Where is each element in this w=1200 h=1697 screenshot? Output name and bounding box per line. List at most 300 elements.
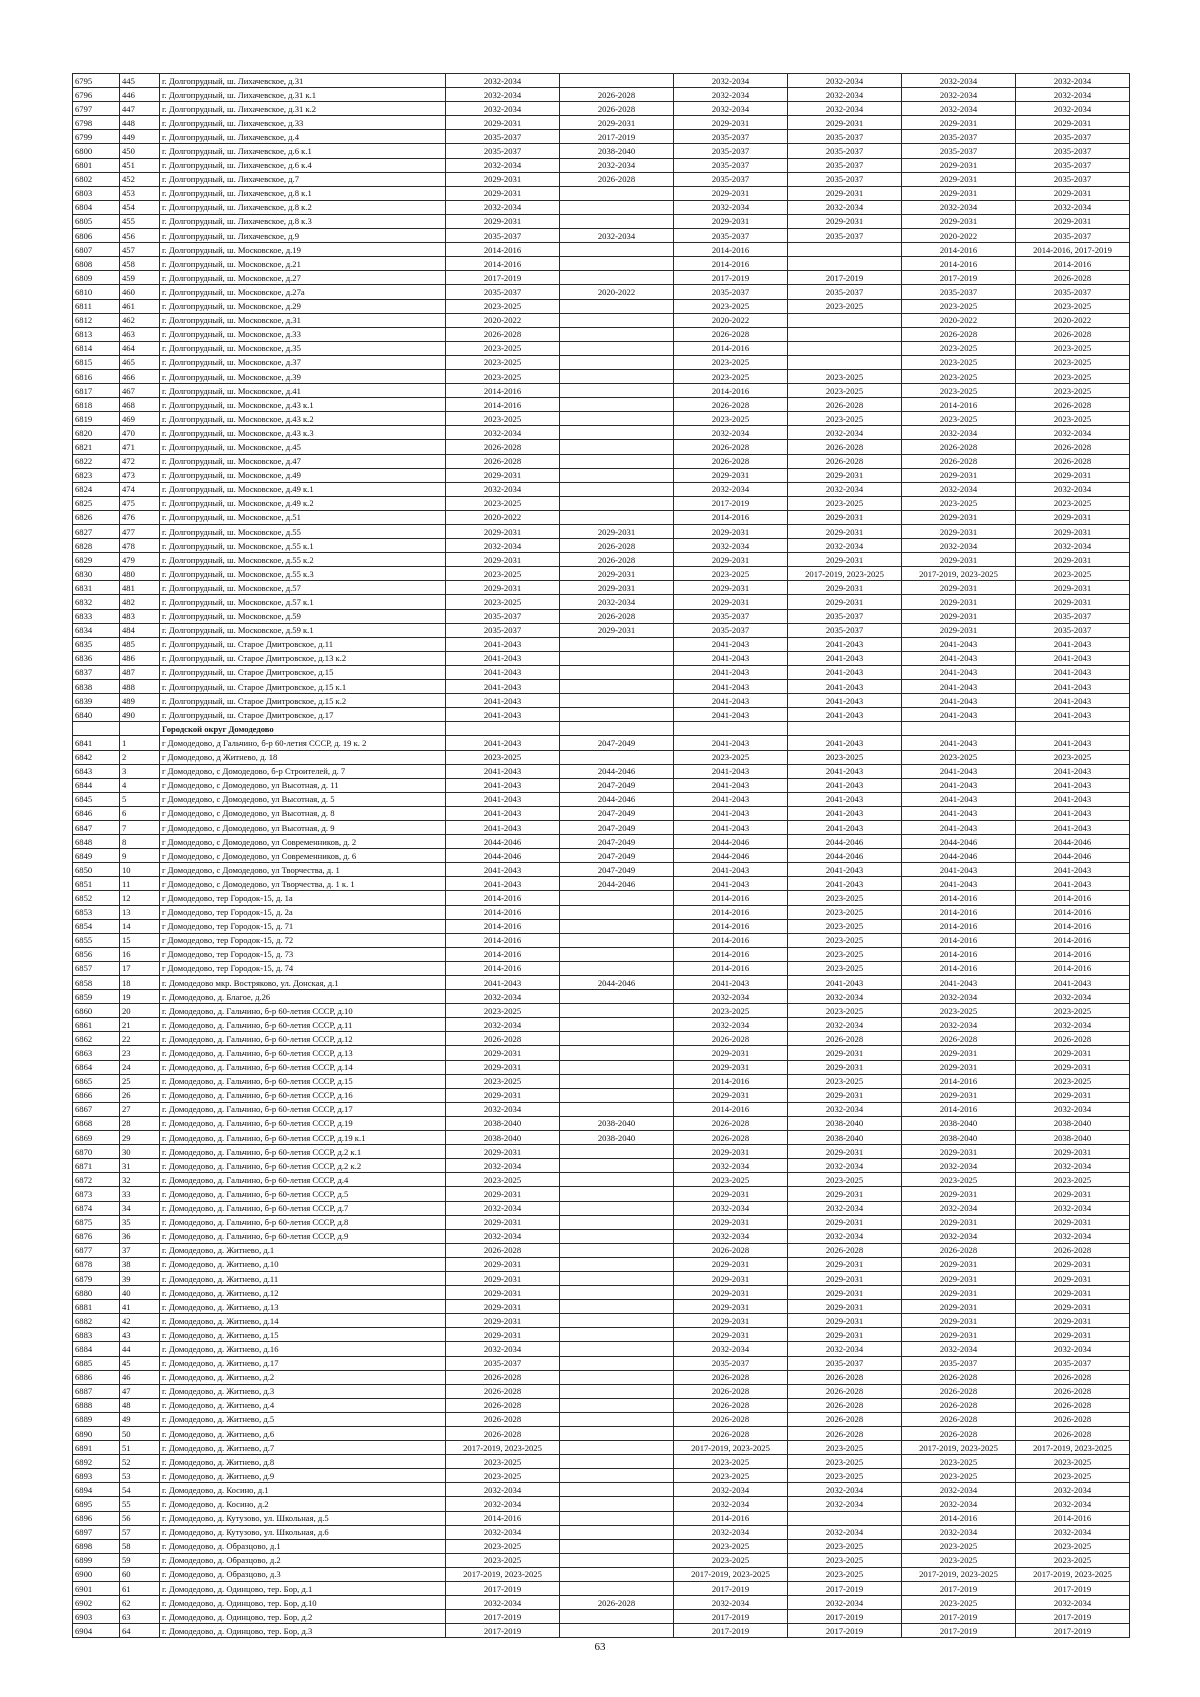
table-row bbox=[73, 1441, 1130, 1455]
row-number-cell: 6873 bbox=[73, 1187, 120, 1201]
table-row bbox=[73, 849, 1130, 863]
table-row bbox=[73, 1328, 1130, 1342]
row-index-cell: 44 bbox=[120, 1342, 160, 1356]
table-row bbox=[73, 369, 1130, 383]
period-cell-4: 2041-2043 bbox=[788, 778, 902, 792]
table-row bbox=[73, 186, 1130, 200]
address-cell: г. Домодедово, д. Житнево, д.4 bbox=[160, 1398, 446, 1412]
period-cell-1: 2041-2043 bbox=[446, 976, 560, 990]
address-cell: г. Долгопрудный, ш. Московское, д.55 к.1 bbox=[160, 539, 446, 553]
period-cell-4: 2026-2028 bbox=[788, 1412, 902, 1426]
row-number-cell: 6890 bbox=[73, 1427, 120, 1441]
table-row bbox=[73, 496, 1130, 510]
period-cell-2 bbox=[560, 1539, 674, 1553]
period-cell-3: 2023-2025 bbox=[674, 369, 788, 383]
period-cell-1: 2041-2043 bbox=[446, 665, 560, 679]
period-cell-1: 2017-2019 bbox=[446, 1624, 560, 1638]
period-cell-5: 2020-2022 bbox=[902, 313, 1016, 327]
address-cell: г. Домодедово, д. Житнево, д.11 bbox=[160, 1271, 446, 1285]
period-cell-3: 2041-2043 bbox=[674, 736, 788, 750]
period-cell-1: 2032-2034 bbox=[446, 1497, 560, 1511]
address-cell: г. Долгопрудный, ш. Московское, д.49 к.1 bbox=[160, 482, 446, 496]
period-cell-6: 2035-2037 bbox=[1016, 285, 1130, 299]
table-row bbox=[73, 1018, 1130, 1032]
period-cell-4: 2023-2025 bbox=[788, 1455, 902, 1469]
period-cell-6: 2041-2043 bbox=[1016, 637, 1130, 651]
period-cell-5: 2032-2034 bbox=[902, 1342, 1016, 1356]
period-cell-2 bbox=[560, 1398, 674, 1412]
period-cell-5: 2041-2043 bbox=[902, 792, 1016, 806]
row-number-cell: 6830 bbox=[73, 567, 120, 581]
period-cell-6: 2026-2028 bbox=[1016, 440, 1130, 454]
period-cell-3: 2017-2019 bbox=[674, 1610, 788, 1624]
period-cell-4: 2035-2037 bbox=[788, 144, 902, 158]
table-row bbox=[73, 820, 1130, 834]
row-number-cell: 6837 bbox=[73, 665, 120, 679]
period-cell-6: 2023-2025 bbox=[1016, 1173, 1130, 1187]
period-cell-3: 2035-2037 bbox=[674, 229, 788, 243]
period-cell-5: 2014-2016 bbox=[902, 961, 1016, 975]
period-cell-2: 2044-2046 bbox=[560, 764, 674, 778]
address-cell: г Домодедово, с Домодедово, ул Высотная, д. 5 bbox=[160, 792, 446, 806]
period-cell-6: 2035-2037 bbox=[1016, 172, 1130, 186]
period-cell-1: 2029-2031 bbox=[446, 214, 560, 228]
row-number-cell: 6823 bbox=[73, 468, 120, 482]
period-cell-2 bbox=[560, 1525, 674, 1539]
table-row bbox=[73, 1102, 1130, 1116]
table-row bbox=[73, 1427, 1130, 1441]
period-cell-6: 2032-2034 bbox=[1016, 426, 1130, 440]
period-cell-5 bbox=[902, 722, 1016, 736]
period-cell-5: 2032-2034 bbox=[902, 1201, 1016, 1215]
row-number-cell: 6822 bbox=[73, 454, 120, 468]
period-cell-3: 2035-2037 bbox=[674, 130, 788, 144]
period-cell-5: 2029-2031 bbox=[902, 1187, 1016, 1201]
period-cell-4: 2041-2043 bbox=[788, 877, 902, 891]
table-row bbox=[73, 525, 1130, 539]
table-row bbox=[73, 835, 1130, 849]
period-cell-3: 2032-2034 bbox=[674, 102, 788, 116]
period-cell-1: 2017-2019, 2023-2025 bbox=[446, 1441, 560, 1455]
row-index-cell: 470 bbox=[120, 426, 160, 440]
period-cell-6: 2041-2043 bbox=[1016, 877, 1130, 891]
period-cell-5: 2026-2028 bbox=[902, 1412, 1016, 1426]
period-cell-4: 2029-2031 bbox=[788, 553, 902, 567]
table-row bbox=[73, 214, 1130, 228]
period-cell-5: 2029-2031 bbox=[902, 1286, 1016, 1300]
period-cell-6: 2041-2043 bbox=[1016, 863, 1130, 877]
table-row bbox=[73, 961, 1130, 975]
row-number-cell: 6844 bbox=[73, 778, 120, 792]
period-cell-2 bbox=[560, 186, 674, 200]
period-cell-6: 2017-2019 bbox=[1016, 1582, 1130, 1596]
period-cell-2 bbox=[560, 1455, 674, 1469]
period-cell-5: 2041-2043 bbox=[902, 665, 1016, 679]
period-cell-5: 2017-2019, 2023-2025 bbox=[902, 1441, 1016, 1455]
row-index-cell: 28 bbox=[120, 1116, 160, 1130]
period-cell-2 bbox=[560, 341, 674, 355]
period-cell-2: 2032-2034 bbox=[560, 158, 674, 172]
period-cell-1: 2029-2031 bbox=[446, 1088, 560, 1102]
period-cell-6: 2014-2016 bbox=[1016, 919, 1130, 933]
address-cell: г. Домодедово, д. Одинцово, тер. Бор, д.2 bbox=[160, 1610, 446, 1624]
row-index-cell: 459 bbox=[120, 271, 160, 285]
period-cell-2 bbox=[560, 313, 674, 327]
table-row bbox=[73, 1412, 1130, 1426]
period-cell-1: 2032-2034 bbox=[446, 1102, 560, 1116]
period-cell-5: 2017-2019 bbox=[902, 1610, 1016, 1624]
period-cell-2 bbox=[560, 1173, 674, 1187]
row-index-cell: 30 bbox=[120, 1145, 160, 1159]
period-cell-5: 2017-2019, 2023-2025 bbox=[902, 1567, 1016, 1581]
row-number-cell: 6896 bbox=[73, 1511, 120, 1525]
period-cell-1: 2038-2040 bbox=[446, 1116, 560, 1130]
table-row bbox=[73, 1314, 1130, 1328]
period-cell-5: 2014-2016 bbox=[902, 947, 1016, 961]
period-cell-6: 2032-2034 bbox=[1016, 1497, 1130, 1511]
period-cell-4: 2032-2034 bbox=[788, 482, 902, 496]
period-cell-1: 2029-2031 bbox=[446, 1286, 560, 1300]
period-cell-3: 2041-2043 bbox=[674, 651, 788, 665]
row-number-cell: 6811 bbox=[73, 299, 120, 313]
period-cell-2 bbox=[560, 299, 674, 313]
period-cell-1: 2035-2037 bbox=[446, 130, 560, 144]
period-cell-4: 2026-2028 bbox=[788, 1032, 902, 1046]
address-cell: г Домодедово, тер Городок-15, д. 1а bbox=[160, 891, 446, 905]
period-cell-1: 2038-2040 bbox=[446, 1131, 560, 1145]
row-index-cell: 40 bbox=[120, 1286, 160, 1300]
row-number-cell: 6864 bbox=[73, 1060, 120, 1074]
address-cell: г. Долгопрудный, ш. Лихачевское, д.8 к.2 bbox=[160, 200, 446, 214]
period-cell-1: 2041-2043 bbox=[446, 863, 560, 877]
row-number-cell: 6878 bbox=[73, 1257, 120, 1271]
period-cell-2 bbox=[560, 1511, 674, 1525]
row-index-cell: 475 bbox=[120, 496, 160, 510]
row-index-cell: 58 bbox=[120, 1539, 160, 1553]
period-cell-2 bbox=[560, 1567, 674, 1581]
address-cell: г. Долгопрудный, ш. Старое Дмитровское, д.15 к.2 bbox=[160, 694, 446, 708]
address-cell: г. Домодедово, д. Житнево, д.17 bbox=[160, 1356, 446, 1370]
period-cell-6: 2017-2019 bbox=[1016, 1624, 1130, 1638]
period-cell-5: 2014-2016 bbox=[902, 933, 1016, 947]
period-cell-2 bbox=[560, 933, 674, 947]
period-cell-3: 2017-2019, 2023-2025 bbox=[674, 1567, 788, 1581]
table-row bbox=[73, 1624, 1130, 1638]
period-cell-4: 2032-2034 bbox=[788, 990, 902, 1004]
table-row bbox=[73, 130, 1130, 144]
period-cell-5: 2041-2043 bbox=[902, 806, 1016, 820]
period-cell-1: 2026-2028 bbox=[446, 1032, 560, 1046]
period-cell-6: 2035-2037 bbox=[1016, 229, 1130, 243]
period-cell-1: 2014-2016 bbox=[446, 919, 560, 933]
row-index-cell: 27 bbox=[120, 1102, 160, 1116]
row-number-cell: 6808 bbox=[73, 257, 120, 271]
period-cell-4: 2029-2031 bbox=[788, 214, 902, 228]
table-row bbox=[73, 806, 1130, 820]
period-cell-4: 2041-2043 bbox=[788, 736, 902, 750]
period-cell-1: 2041-2043 bbox=[446, 637, 560, 651]
period-cell-2 bbox=[560, 1314, 674, 1328]
address-cell: г. Домодедово, д. Житнево, д.3 bbox=[160, 1384, 446, 1398]
period-cell-4: 2032-2034 bbox=[788, 1102, 902, 1116]
period-cell-6: 2023-2025 bbox=[1016, 355, 1130, 369]
row-index-cell: 486 bbox=[120, 651, 160, 665]
period-cell-4: 2035-2037 bbox=[788, 609, 902, 623]
period-cell-1: 2041-2043 bbox=[446, 877, 560, 891]
period-cell-3: 2023-2025 bbox=[674, 1173, 788, 1187]
table-row bbox=[73, 1004, 1130, 1018]
period-cell-5: 2029-2031 bbox=[902, 1300, 1016, 1314]
table-row bbox=[73, 792, 1130, 806]
period-cell-3: 2029-2031 bbox=[674, 595, 788, 609]
address-cell: г. Долгопрудный, ш. Московское, д.21 bbox=[160, 257, 446, 271]
row-number-cell: 6865 bbox=[73, 1074, 120, 1088]
row-number-cell: 6895 bbox=[73, 1497, 120, 1511]
period-cell-6: 2032-2034 bbox=[1016, 1229, 1130, 1243]
row-number-cell: 6862 bbox=[73, 1032, 120, 1046]
row-number-cell: 6795 bbox=[73, 74, 120, 88]
table-row bbox=[73, 1187, 1130, 1201]
period-cell-5: 2026-2028 bbox=[902, 454, 1016, 468]
period-cell-4: 2035-2037 bbox=[788, 623, 902, 637]
period-cell-5: 2026-2028 bbox=[902, 1032, 1016, 1046]
period-cell-2 bbox=[560, 1286, 674, 1300]
period-cell-5: 2029-2031 bbox=[902, 468, 1016, 482]
period-cell-3: 2035-2037 bbox=[674, 1356, 788, 1370]
period-cell-2: 2029-2031 bbox=[560, 525, 674, 539]
period-cell-5: 2038-2040 bbox=[902, 1116, 1016, 1130]
table-row bbox=[73, 1497, 1130, 1511]
period-cell-5: 2029-2031 bbox=[902, 510, 1016, 524]
period-cell-6: 2026-2028 bbox=[1016, 398, 1130, 412]
address-cell: г. Долгопрудный, ш. Лихачевское, д.33 bbox=[160, 116, 446, 130]
period-cell-2: 2017-2019 bbox=[560, 130, 674, 144]
row-index-cell: 460 bbox=[120, 285, 160, 299]
period-cell-2 bbox=[560, 1201, 674, 1215]
period-cell-4: 2032-2034 bbox=[788, 88, 902, 102]
period-cell-6: 2026-2028 bbox=[1016, 327, 1130, 341]
period-cell-6: 2032-2034 bbox=[1016, 200, 1130, 214]
row-index-cell: 46 bbox=[120, 1370, 160, 1384]
period-cell-2 bbox=[560, 947, 674, 961]
period-cell-1: 2041-2043 bbox=[446, 764, 560, 778]
table-row bbox=[73, 1257, 1130, 1271]
table-row bbox=[73, 1286, 1130, 1300]
period-cell-6: 2044-2046 bbox=[1016, 835, 1130, 849]
period-cell-4: 2029-2031 bbox=[788, 1187, 902, 1201]
table-row bbox=[73, 877, 1130, 891]
period-cell-6: 2032-2034 bbox=[1016, 1102, 1130, 1116]
period-cell-2 bbox=[560, 369, 674, 383]
row-index-cell: 61 bbox=[120, 1582, 160, 1596]
period-cell-1: 2032-2034 bbox=[446, 1342, 560, 1356]
period-cell-3: 2041-2043 bbox=[674, 778, 788, 792]
table-row bbox=[73, 933, 1130, 947]
address-cell: г. Домодедово, д. Гальчино, б-р 60-летия СССР, д.2 к.1 bbox=[160, 1145, 446, 1159]
address-cell: г. Домодедово, д. Житнево, д.15 bbox=[160, 1328, 446, 1342]
period-cell-4: 2017-2019 bbox=[788, 1624, 902, 1638]
period-cell-3: 2035-2037 bbox=[674, 158, 788, 172]
row-index-cell: 450 bbox=[120, 144, 160, 158]
period-cell-4: 2032-2034 bbox=[788, 74, 902, 88]
period-cell-6: 2023-2025 bbox=[1016, 1074, 1130, 1088]
period-cell-5: 2023-2025 bbox=[902, 1173, 1016, 1187]
period-cell-5: 2026-2028 bbox=[902, 1427, 1016, 1441]
row-number-cell: 6904 bbox=[73, 1624, 120, 1638]
row-index-cell: 55 bbox=[120, 1497, 160, 1511]
row-number-cell: 6898 bbox=[73, 1539, 120, 1553]
period-cell-5: 2032-2034 bbox=[902, 426, 1016, 440]
table-row bbox=[73, 680, 1130, 694]
period-cell-6: 2029-2031 bbox=[1016, 116, 1130, 130]
table-row bbox=[73, 426, 1130, 440]
period-cell-6: 2038-2040 bbox=[1016, 1131, 1130, 1145]
address-cell: г Домодедово, тер Городок-15, д. 74 bbox=[160, 961, 446, 975]
period-cell-4: 2044-2046 bbox=[788, 849, 902, 863]
table-row bbox=[73, 1525, 1130, 1539]
period-cell-2 bbox=[560, 1300, 674, 1314]
period-cell-2: 2047-2049 bbox=[560, 863, 674, 877]
period-cell-3: 2041-2043 bbox=[674, 820, 788, 834]
period-cell-5: 2032-2034 bbox=[902, 1159, 1016, 1173]
row-index-cell: 448 bbox=[120, 116, 160, 130]
period-cell-6: 2023-2025 bbox=[1016, 1553, 1130, 1567]
row-index-cell: 54 bbox=[120, 1483, 160, 1497]
address-cell: г. Домодедово, д. Житнево, д.9 bbox=[160, 1469, 446, 1483]
address-cell: г Домодедово, с Домодедово, ул Творчества, д. 1 bbox=[160, 863, 446, 877]
period-cell-6: 2014-2016 bbox=[1016, 891, 1130, 905]
row-index-cell: 52 bbox=[120, 1455, 160, 1469]
period-cell-1: 2029-2031 bbox=[446, 1215, 560, 1229]
period-cell-1: 2014-2016 bbox=[446, 243, 560, 257]
address-cell: г. Долгопрудный, ш. Московское, д.43 к.2 bbox=[160, 412, 446, 426]
address-cell: г. Домодедово, д. Гальчино, б-р 60-летия СССР, д.13 bbox=[160, 1046, 446, 1060]
address-cell: г. Домодедово, д. Образцово, д.2 bbox=[160, 1553, 446, 1567]
period-cell-1: 2032-2034 bbox=[446, 1201, 560, 1215]
row-number-cell: 6814 bbox=[73, 341, 120, 355]
table-row bbox=[73, 1582, 1130, 1596]
period-cell-5: 2041-2043 bbox=[902, 736, 1016, 750]
period-cell-6: 2014-2016 bbox=[1016, 905, 1130, 919]
row-index-cell: 19 bbox=[120, 990, 160, 1004]
period-cell-1: 2029-2031 bbox=[446, 525, 560, 539]
period-cell-6: 2029-2031 bbox=[1016, 1286, 1130, 1300]
period-cell-5: 2023-2025 bbox=[902, 1469, 1016, 1483]
row-number-cell: 6824 bbox=[73, 482, 120, 496]
row-index-cell: 473 bbox=[120, 468, 160, 482]
period-cell-2 bbox=[560, 1271, 674, 1285]
address-cell: г. Долгопрудный, ш. Лихачевское, д.31 к.2 bbox=[160, 102, 446, 116]
period-cell-3: 2032-2034 bbox=[674, 539, 788, 553]
period-cell-4: 2026-2028 bbox=[788, 1370, 902, 1384]
period-cell-2 bbox=[560, 1159, 674, 1173]
period-cell-4: 2032-2034 bbox=[788, 102, 902, 116]
address-cell: г. Долгопрудный, ш. Лихачевское, д.8 к.3 bbox=[160, 214, 446, 228]
period-cell-6: 2014-2016 bbox=[1016, 257, 1130, 271]
period-cell-4: 2041-2043 bbox=[788, 764, 902, 778]
row-index-cell: 18 bbox=[120, 976, 160, 990]
period-cell-3: 2032-2034 bbox=[674, 1497, 788, 1511]
period-cell-5: 2023-2025 bbox=[902, 1004, 1016, 1018]
period-cell-3: 2032-2034 bbox=[674, 990, 788, 1004]
period-cell-6: 2032-2034 bbox=[1016, 1201, 1130, 1215]
period-cell-3: 2026-2028 bbox=[674, 1370, 788, 1384]
period-cell-6: 2029-2031 bbox=[1016, 1271, 1130, 1285]
row-index-cell: 42 bbox=[120, 1314, 160, 1328]
table-row bbox=[73, 158, 1130, 172]
section-header-row bbox=[73, 722, 1130, 736]
row-number-cell: 6832 bbox=[73, 595, 120, 609]
period-cell-2 bbox=[560, 1257, 674, 1271]
row-number-cell: 6856 bbox=[73, 947, 120, 961]
period-cell-2 bbox=[560, 694, 674, 708]
period-cell-5: 2023-2025 bbox=[902, 412, 1016, 426]
period-cell-3: 2041-2043 bbox=[674, 694, 788, 708]
table-row bbox=[73, 1131, 1130, 1145]
period-cell-3: 2032-2034 bbox=[674, 1342, 788, 1356]
period-cell-3: 2026-2028 bbox=[674, 1131, 788, 1145]
period-cell-4: 2032-2034 bbox=[788, 1229, 902, 1243]
period-cell-4: 2023-2025 bbox=[788, 1074, 902, 1088]
period-cell-5: 2041-2043 bbox=[902, 976, 1016, 990]
period-cell-4: 2029-2031 bbox=[788, 1286, 902, 1300]
row-number-cell: 6802 bbox=[73, 172, 120, 186]
row-number-cell: 6842 bbox=[73, 750, 120, 764]
table-row bbox=[73, 1159, 1130, 1173]
period-cell-3: 2041-2043 bbox=[674, 863, 788, 877]
period-cell-3: 2029-2031 bbox=[674, 1215, 788, 1229]
period-cell-6: 2017-2019 bbox=[1016, 1610, 1130, 1624]
period-cell-6: 2026-2028 bbox=[1016, 1032, 1130, 1046]
period-cell-5: 2032-2034 bbox=[902, 1483, 1016, 1497]
period-cell-3: 2029-2031 bbox=[674, 1328, 788, 1342]
period-cell-1: 2044-2046 bbox=[446, 835, 560, 849]
period-cell-3: 2032-2034 bbox=[674, 1525, 788, 1539]
period-cell-4: 2023-2025 bbox=[788, 369, 902, 383]
row-index-cell: 2 bbox=[120, 750, 160, 764]
period-cell-1: 2032-2034 bbox=[446, 1018, 560, 1032]
row-index-cell: 32 bbox=[120, 1173, 160, 1187]
row-index-cell: 41 bbox=[120, 1300, 160, 1314]
period-cell-2: 2032-2034 bbox=[560, 229, 674, 243]
row-index-cell: 29 bbox=[120, 1131, 160, 1145]
period-cell-2 bbox=[560, 496, 674, 510]
table-row bbox=[73, 637, 1130, 651]
period-cell-3: 2023-2025 bbox=[674, 1455, 788, 1469]
row-index-cell: 48 bbox=[120, 1398, 160, 1412]
row-index-cell: 467 bbox=[120, 384, 160, 398]
address-cell: г. Домодедово, д. Косино, д.1 bbox=[160, 1483, 446, 1497]
address-cell: г. Домодедово, д. Гальчино, б-р 60-летия СССР, д.8 bbox=[160, 1215, 446, 1229]
row-index-cell: 466 bbox=[120, 369, 160, 383]
address-cell: г Домодедово, с Домодедово, б-р Строителей, д. 7 bbox=[160, 764, 446, 778]
period-cell-4: 2032-2034 bbox=[788, 1596, 902, 1610]
table-row bbox=[73, 708, 1130, 722]
period-cell-3: 2041-2043 bbox=[674, 877, 788, 891]
period-cell-1: 2032-2034 bbox=[446, 539, 560, 553]
period-cell-3: 2029-2031 bbox=[674, 581, 788, 595]
row-number-cell: 6834 bbox=[73, 623, 120, 637]
period-cell-4: 2029-2031 bbox=[788, 186, 902, 200]
address-cell: г. Домодедово, д. Гальчино, б-р 60-летия СССР, д.19 bbox=[160, 1116, 446, 1130]
period-cell-3: 2041-2043 bbox=[674, 764, 788, 778]
period-cell-4: 2029-2031 bbox=[788, 1257, 902, 1271]
address-cell: г. Домодедово, д. Гальчино, б-р 60-летия СССР, д.16 bbox=[160, 1088, 446, 1102]
period-cell-4: 2029-2031 bbox=[788, 510, 902, 524]
row-index-cell: 35 bbox=[120, 1215, 160, 1229]
period-cell-1: 2014-2016 bbox=[446, 257, 560, 271]
period-cell-6: 2014-2016 bbox=[1016, 933, 1130, 947]
